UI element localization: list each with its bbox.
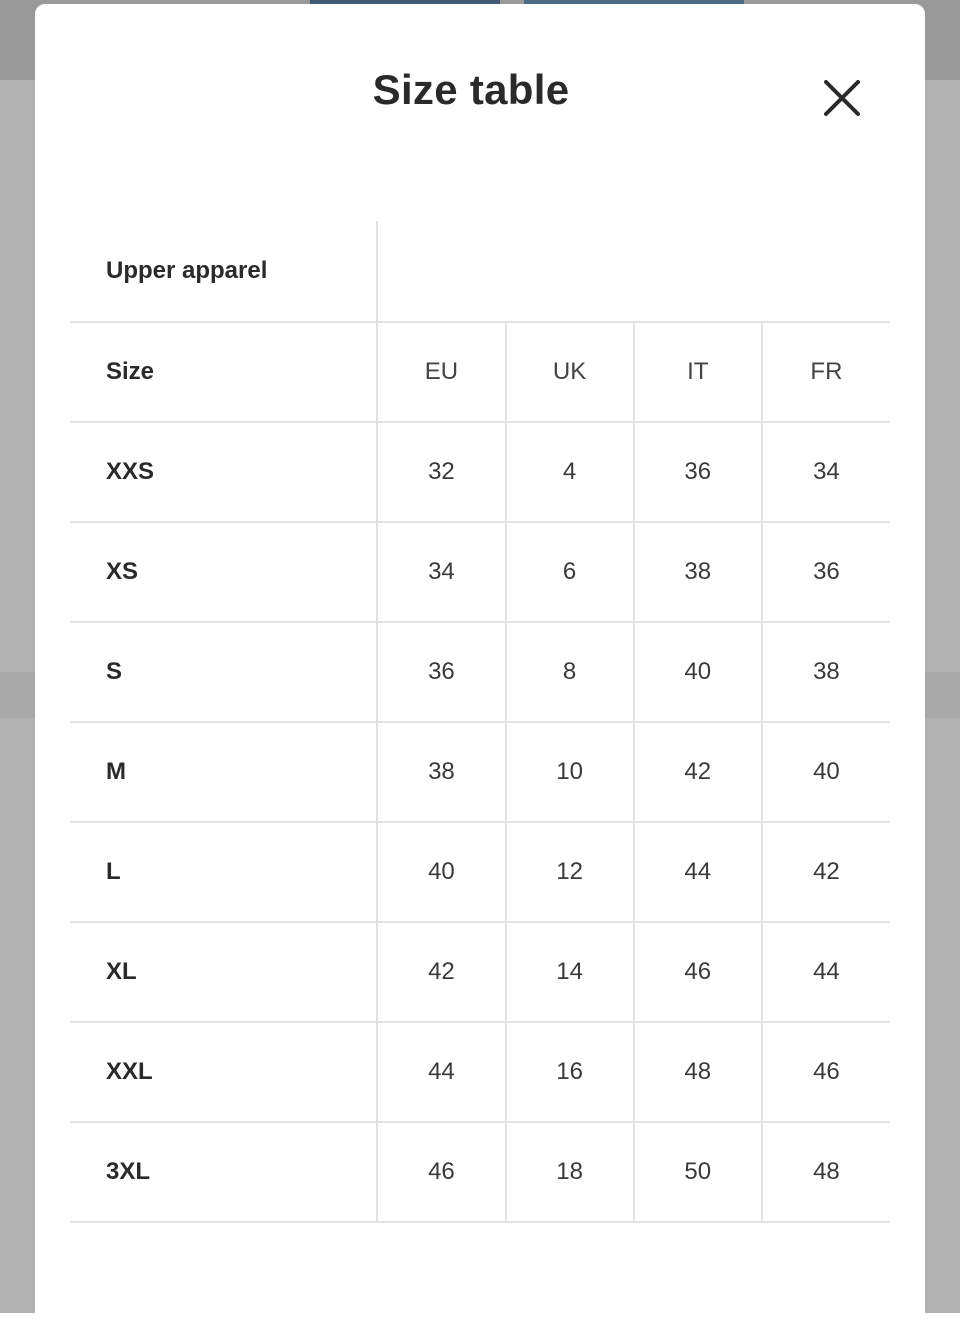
close-button[interactable] (820, 76, 864, 120)
table-row (70, 922, 890, 1022)
size-value-cell: 42 (377, 922, 505, 1022)
size-label: M (70, 722, 377, 822)
column-header-uk: UK (506, 322, 634, 422)
size-value-cell: 44 (762, 922, 890, 1022)
close-icon (820, 76, 864, 120)
size-value-cell: 8 (506, 622, 634, 722)
size-value-cell: 18 (506, 1122, 634, 1222)
size-label: 3XL (70, 1122, 377, 1222)
size-value-cell: 34 (377, 522, 505, 622)
size-value-cell: 10 (506, 722, 634, 822)
size-label: S (70, 622, 377, 722)
size-value-cell: 4 (506, 422, 634, 522)
size-value-cell: 42 (762, 822, 890, 922)
table-row (70, 1122, 890, 1222)
size-value-cell: 16 (506, 1022, 634, 1122)
table-row (70, 722, 890, 822)
size-value-cell: 42 (634, 722, 762, 822)
size-value-cell: 50 (634, 1122, 762, 1222)
size-value-cell: 44 (377, 1022, 505, 1122)
size-value-cell: 40 (762, 722, 890, 822)
size-table (70, 221, 890, 1223)
table-row (70, 622, 890, 722)
size-value-cell: 46 (377, 1122, 505, 1222)
section-row (70, 221, 890, 322)
column-header-it: IT (634, 322, 762, 422)
size-label: XL (70, 922, 377, 1022)
size-value-cell: 38 (634, 522, 762, 622)
size-value-cell: 40 (377, 822, 505, 922)
table-row (70, 1022, 890, 1122)
size-table-modal (35, 4, 925, 1324)
size-column-header: Size (70, 322, 377, 422)
size-value-cell: 48 (762, 1122, 890, 1222)
modal-title: Size table (372, 66, 570, 113)
table-row (70, 822, 890, 922)
size-value-cell: 38 (762, 622, 890, 722)
size-label: XXL (70, 1022, 377, 1122)
size-value-cell: 48 (634, 1022, 762, 1122)
size-value-cell: 36 (634, 422, 762, 522)
table-row (70, 522, 890, 622)
size-value-cell: 36 (762, 522, 890, 622)
size-value-cell: 38 (377, 722, 505, 822)
section-label: Upper apparel (70, 221, 377, 322)
size-value-cell: 6 (506, 522, 634, 622)
table-row (70, 422, 890, 522)
size-value-cell: 46 (634, 922, 762, 1022)
size-value-cell: 36 (377, 622, 505, 722)
size-value-cell: 44 (634, 822, 762, 922)
size-value-cell: 34 (762, 422, 890, 522)
size-value-cell: 32 (377, 422, 505, 522)
size-value-cell: 12 (506, 822, 634, 922)
size-label: L (70, 822, 377, 922)
size-value-cell: 46 (762, 1022, 890, 1122)
size-label: XS (70, 522, 377, 622)
size-label: XXS (70, 422, 377, 522)
size-value-cell: 14 (506, 922, 634, 1022)
section-filler (377, 221, 890, 322)
size-value-cell: 40 (634, 622, 762, 722)
column-header-eu: EU (377, 322, 505, 422)
header-row (70, 322, 890, 422)
column-header-fr: FR (762, 322, 890, 422)
